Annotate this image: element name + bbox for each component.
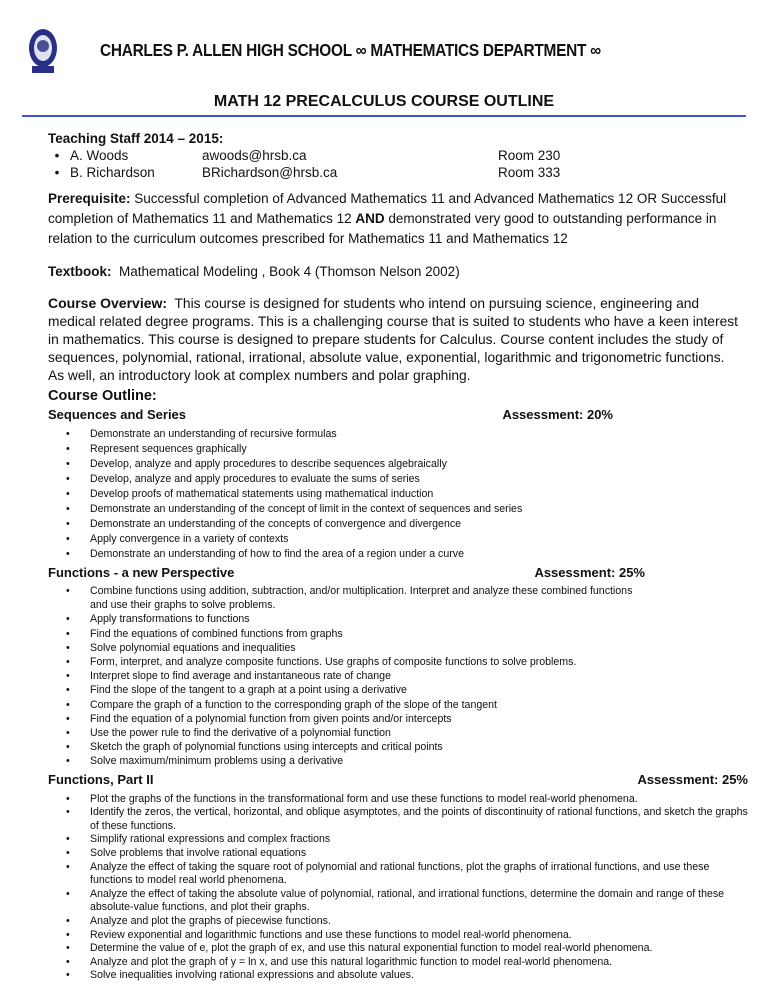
list-item: • Find the equation of a polynomial function from given points and/or intercepts	[48, 712, 645, 726]
overview-label: Course Overview:	[48, 295, 168, 311]
outcome-list	[48, 793, 748, 983]
prerequisite-label: Prerequisite:	[48, 191, 131, 206]
document-body	[48, 130, 748, 983]
prerequisite	[48, 189, 748, 249]
list-item: • Analyze and plot the graph of y = ln x, and use this natural logarithmic function to model real-world phenomena.	[48, 956, 748, 970]
assessment-weight: Assessment: 20%	[502, 407, 613, 422]
staff-member	[48, 147, 748, 164]
list-item: • Find the equations of combined functions from graphs	[48, 627, 645, 641]
bullet: •	[54, 148, 60, 163]
list-item: • Interpret slope to find average and instantaneous rate of change	[48, 669, 645, 683]
list-item: • Demonstrate an understanding of the concept of limit in the context of sequences and series	[48, 502, 613, 517]
list-item: • Identify the zeros, the vertical, horizontal, and oblique asymptotes, and the points of discontinuity of rational functions, and sketch the graphs of these functions.	[48, 806, 748, 833]
section-header	[48, 407, 613, 423]
list-item: • Combine functions using addition, subtraction, and/or multiplication. Interpret and analyze these combined functions and use their graphs to solve problems.	[48, 584, 645, 612]
section-header	[48, 772, 748, 788]
section-title: Functions, Part II	[48, 771, 154, 787]
section-title: Functions - a new Perspective	[48, 565, 235, 580]
list-item: • Use the power rule to find the derivative of a polynomial function	[48, 726, 645, 740]
overview-text: This course is designed for students who intend on pursuing science, engineering and medical related degree programs. This is a challenging course that is suited to students who have a keen interest in mathematics. This course is designed to prepare students for Calculus. Course content includes the study of sequences, polynomial, rational, irrational, absolute value, exponential, logarithmic and trigonometric functions. As well, an introductory look at complex numbers and polar graphing.	[48, 296, 738, 383]
list-item: • Plot the graphs of the functions in the transformational form and use these functions to model real-world phenomena.	[48, 793, 748, 807]
school-logo	[28, 28, 58, 74]
list-item: • Demonstrate an understanding of how to find the area of a region under a curve	[48, 547, 613, 562]
textbook	[48, 263, 748, 280]
list-item: • Apply convergence in a variety of contexts	[48, 532, 613, 547]
list-item: • Develop, analyze and apply procedures to describe sequences algebraically	[48, 457, 613, 472]
section-sequences	[48, 407, 613, 562]
list-item: • Solve maximum/minimum problems using a derivative	[48, 754, 645, 768]
staff-member	[48, 164, 748, 181]
course-overview	[48, 294, 738, 385]
list-item: • Determine the value of e, plot the graph of ex, and use this natural exponential function to model real-world phenomena.	[48, 942, 748, 956]
staff-name: B. Richardson	[70, 165, 155, 180]
staff-heading: Teaching Staff 2014 – 2015:	[48, 131, 224, 146]
section-header	[48, 565, 645, 581]
outcome-list	[48, 584, 645, 769]
course-title: MATH 12 PRECALCULUS COURSE OUTLINE	[213, 93, 555, 110]
list-item: • Demonstrate an understanding of recursive formulas	[48, 427, 613, 442]
header-divider	[22, 115, 746, 117]
assessment-weight: Assessment: 25%	[534, 565, 645, 580]
staff-room: Room 333	[498, 165, 561, 180]
list-item: • Solve polynomial equations and inequalities	[48, 641, 645, 655]
staff-email[interactable]: BRichardson@hrsb.ca	[202, 165, 338, 180]
school-department-title: CHARLES P. ALLEN HIGH SCHOOL ∞ MATHEMATICS DEPARTMENT ∞	[100, 40, 601, 60]
list-item: • Analyze the effect of taking the absolute value of polynomial, rational, and irrational functions, determine the domain and range of these absolute-value functions, and plot their graphs.	[48, 888, 748, 915]
list-item: • Demonstrate an understanding of the concepts of convergence and divergence	[48, 517, 613, 532]
textbook-text: Mathematical Modeling , Book 4 (Thomson Nelson 2002)	[119, 264, 460, 279]
list-item: • Simplify rational expressions and complex fractions	[48, 833, 748, 847]
list-item: • Find the slope of the tangent to a graph at a point using a derivative	[48, 683, 645, 697]
prerequisite-text-cont: demonstrated very good to outstanding performance in relation to the curriculum outcomes prescribed for Mathematics 11 and Mathematics 12	[48, 211, 717, 246]
list-item: • Analyze the effect of taking the square root of polynomial and rational functions, plot the graphs of irrational functions, and use these functions to model real world phenomena.	[48, 861, 748, 888]
list-item: • Develop, analyze and apply procedures to evaluate the sums of series	[48, 472, 613, 487]
staff-email[interactable]: awoods@hrsb.ca	[202, 148, 307, 163]
section-functions-new-perspective	[48, 565, 645, 769]
teaching-staff	[48, 130, 748, 181]
staff-name: A. Woods	[70, 148, 129, 163]
section-functions-part-2	[48, 772, 748, 983]
list-item: • Sketch the graph of polynomial functions using intercepts and critical points	[48, 740, 645, 754]
outcome-list	[48, 427, 613, 562]
list-item: • Solve problems that involve rational equations	[48, 847, 748, 861]
textbook-label: Textbook:	[48, 264, 112, 279]
list-item: • Apply transformations to functions	[48, 612, 645, 626]
bullet: •	[54, 165, 60, 180]
list-item: • Review exponential and logarithmic functions and use these functions to model real-world phenomena.	[48, 929, 748, 943]
list-item: • Represent sequences graphically	[48, 442, 613, 457]
prerequisite-text: Successful completion of Advanced Mathematics 11 and Advanced Mathematics 12 OR Successful completion of Mathematics 11 and Mathematics 12	[48, 191, 727, 226]
and-keyword: AND	[355, 211, 385, 226]
list-item: • Solve inequalities involving rational expressions and absolute values.	[48, 969, 748, 983]
list-item: • Develop proofs of mathematical statements using mathematical induction	[48, 487, 613, 502]
list-item: • Compare the graph of a function to the corresponding graph of the slope of the tangent	[48, 698, 645, 712]
assessment-weight: Assessment: 25%	[637, 771, 748, 787]
section-title: Sequences and Series	[48, 407, 187, 422]
list-item: • Analyze and plot the graphs of piecewise functions.	[48, 915, 748, 929]
staff-room: Room 230	[498, 148, 561, 163]
list-item: • Form, interpret, and analyze composite functions. Use graphs of composite functions to solve problems.	[48, 655, 645, 669]
course-outline-label: Course Outline:	[48, 388, 157, 404]
